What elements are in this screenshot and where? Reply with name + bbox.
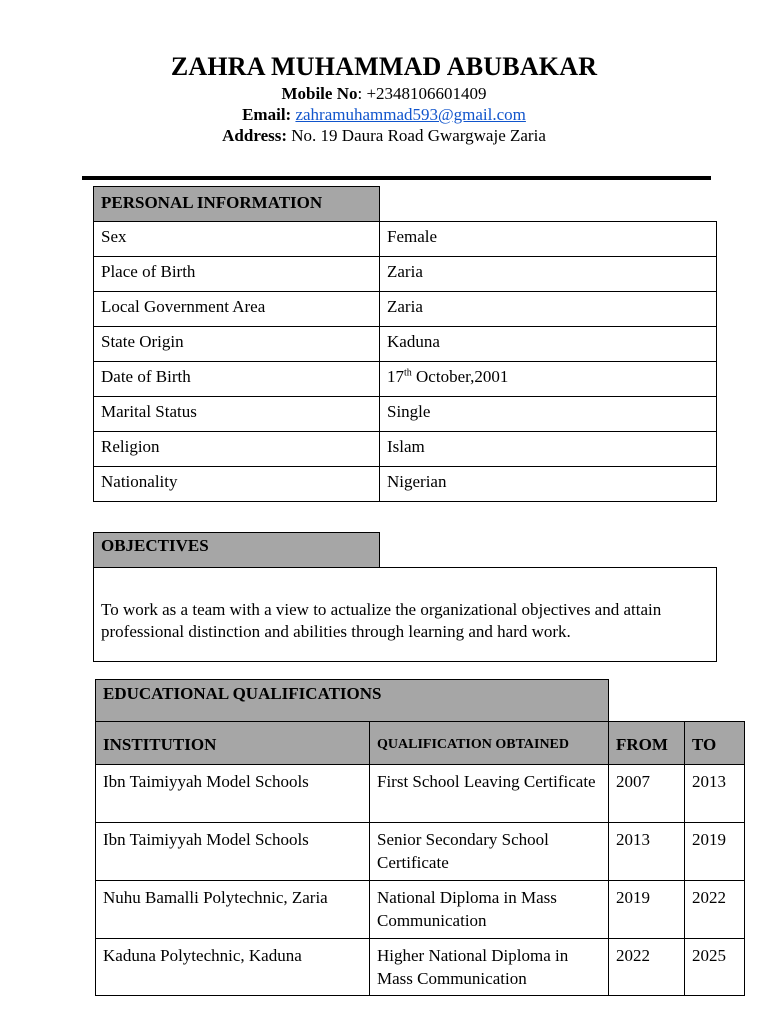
cell-institution: Ibn Taimiyyah Model Schools	[96, 823, 370, 881]
table-row	[96, 881, 745, 939]
mobile-value: : +2348106601409	[357, 84, 487, 103]
cell-qualification: Senior Secondary School Certificate	[370, 823, 609, 881]
table-row	[94, 467, 717, 502]
cell-to: 2019	[685, 823, 745, 881]
table-row	[96, 939, 745, 996]
address-line	[0, 126, 768, 146]
row-label: Place of Birth	[94, 257, 380, 292]
header-divider	[82, 176, 711, 180]
row-label: Religion	[94, 432, 380, 467]
row-label: Date of Birth	[94, 362, 380, 397]
cell-qualification: Higher National Diploma in Mass Communication	[370, 939, 609, 996]
table-row	[94, 327, 717, 362]
personal-info-table	[93, 221, 717, 502]
row-value: Single	[380, 397, 717, 432]
cell-institution: Ibn Taimiyyah Model Schools	[96, 765, 370, 823]
personal-info-heading: PERSONAL INFORMATION	[93, 186, 380, 222]
email-line	[0, 105, 768, 125]
cell-qualification: First School Leaving Certificate	[370, 765, 609, 823]
cell-to: 2013	[685, 765, 745, 823]
table-row	[94, 397, 717, 432]
row-value: Female	[380, 222, 717, 257]
col-qualification: QUALIFICATION OBTAINED	[370, 722, 609, 765]
table-header-row	[96, 722, 745, 765]
cell-from: 2022	[609, 939, 685, 996]
email-link[interactable]: zahramuhammad593@gmail.com	[295, 105, 526, 124]
education-table	[95, 721, 745, 996]
table-row	[94, 257, 717, 292]
row-label: Marital Status	[94, 397, 380, 432]
row-value: Zaria	[380, 257, 717, 292]
email-label: Email:	[242, 105, 292, 124]
cell-to: 2025	[685, 939, 745, 996]
address-label: Address:	[222, 126, 288, 145]
dob-day: 17	[387, 367, 404, 386]
objectives-heading: OBJECTIVES	[93, 532, 380, 568]
cell-from: 2013	[609, 823, 685, 881]
col-from: FROM	[609, 722, 685, 765]
col-to: TO	[685, 722, 745, 765]
row-value	[380, 362, 717, 397]
table-row	[94, 222, 717, 257]
cell-institution: Nuhu Bamalli Polytechnic, Zaria	[96, 881, 370, 939]
row-value: Islam	[380, 432, 717, 467]
cell-institution: Kaduna Polytechnic, Kaduna	[96, 939, 370, 996]
cell-qualification: National Diploma in Mass Communication	[370, 881, 609, 939]
table-row	[94, 432, 717, 467]
mobile-label: Mobile No	[281, 84, 358, 103]
row-value: Zaria	[380, 292, 717, 327]
table-row	[94, 362, 717, 397]
row-value: Nigerian	[380, 467, 717, 502]
cell-to: 2022	[685, 881, 745, 939]
education-heading: EDUCATIONAL QUALIFICATIONS	[95, 679, 609, 722]
row-label: Local Government Area	[94, 292, 380, 327]
dob-suffix: th	[404, 367, 412, 379]
row-label: State Origin	[94, 327, 380, 362]
dob-rest: October,2001	[411, 367, 509, 386]
cell-from: 2019	[609, 881, 685, 939]
row-value: Kaduna	[380, 327, 717, 362]
mobile-line	[0, 84, 768, 104]
table-row	[96, 823, 745, 881]
address-value: No. 19 Daura Road Gwargwaje Zaria	[291, 126, 546, 145]
table-row	[94, 292, 717, 327]
cell-from: 2007	[609, 765, 685, 823]
resume-name: ZAHRA MUHAMMAD ABUBAKAR	[170, 52, 598, 81]
objectives-text: To work as a team with a view to actualize the organizational objectives and attain professional distinction and abilities through learning and hard work.	[101, 600, 662, 641]
row-label: Nationality	[94, 467, 380, 502]
row-label: Sex	[94, 222, 380, 257]
table-row	[96, 765, 745, 823]
col-institution: INSTITUTION	[96, 722, 370, 765]
